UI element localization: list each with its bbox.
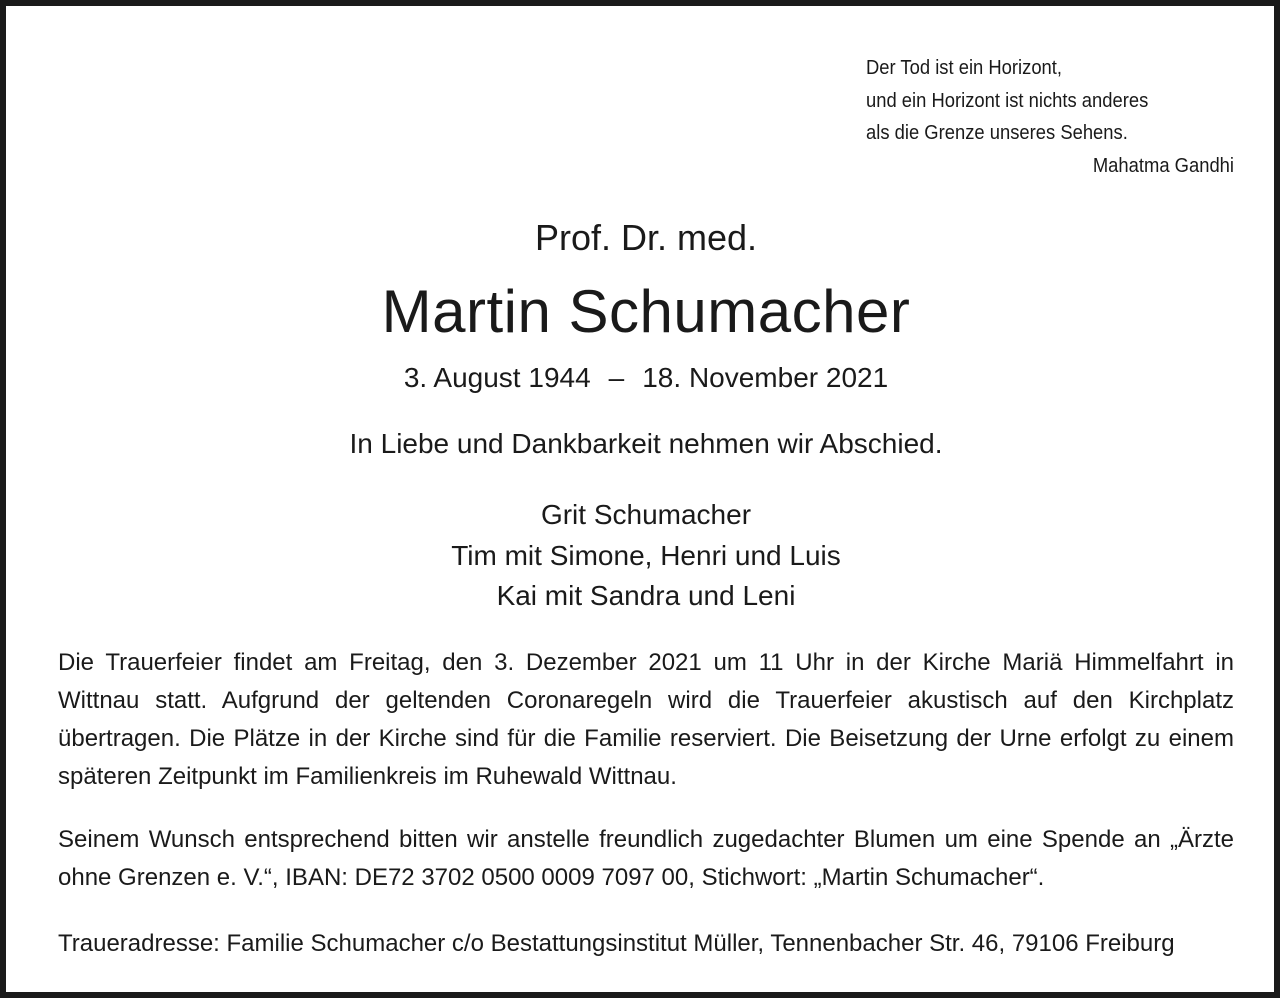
- deceased-title: Prof. Dr. med.: [534, 217, 758, 258]
- motto-line: Der Tod ist ein Horizont,: [866, 57, 1063, 79]
- date-separator: –: [608, 362, 625, 393]
- address-paragraph: Traueradresse: Familie Schumacher c/o Bestattungsinstitut Müller, Tennenbacher Str. 46, 79106 Freiburg: [58, 930, 1175, 957]
- motto-quote: [866, 52, 1234, 182]
- death-date: 18. November 2021: [642, 362, 889, 393]
- ceremony-paragraph: Die Trauerfeier findet am Freitag, den 3. Dezember 2021 um 11 Uhr in der Kirche Mariä Himmelfahrt in Wittnau statt. Aufgrund der geltenden Coronaregeln wird die Trauerfeier akustisch auf den Kirchplatz übertragen. Die Plätze in der Kirche sind für die Familie reserviert. Die Beisetzung der Urne erfolgt zu einem späteren Zeitpunkt im Familienkreis im Ruhewald Wittnau.: [58, 649, 1234, 790]
- mourner-name: Grit Schumacher: [540, 499, 752, 530]
- mourner-name: Tim mit Simone, Henri und Luis: [451, 539, 841, 571]
- motto-author: Mahatma Gandhi: [1092, 154, 1234, 177]
- motto-line: und ein Horizont ist nichts anderes: [866, 89, 1149, 112]
- donation-paragraph: Seinem Wunsch entsprechend bitten wir anstelle freundlich zugedachter Blumen um eine Spende an „Ärzte ohne Grenzen e. V.“, IBAN: DE72 3702 0500 0009 7097 00, Stichwort: „Martin Schumacher“.: [58, 826, 1234, 891]
- mourners-list: [6, 495, 1280, 617]
- motto-line: als die Grenze unseres Sehens.: [866, 122, 1128, 144]
- farewell-text: In Liebe und Dankbarkeit nehmen wir Abschied.: [349, 428, 943, 459]
- mourner-name: Kai mit Sandra und Leni: [496, 580, 796, 611]
- birth-date: 3. August 1944: [403, 362, 591, 393]
- life-dates: [6, 360, 1280, 396]
- deceased-name: Martin Schumacher: [381, 278, 911, 345]
